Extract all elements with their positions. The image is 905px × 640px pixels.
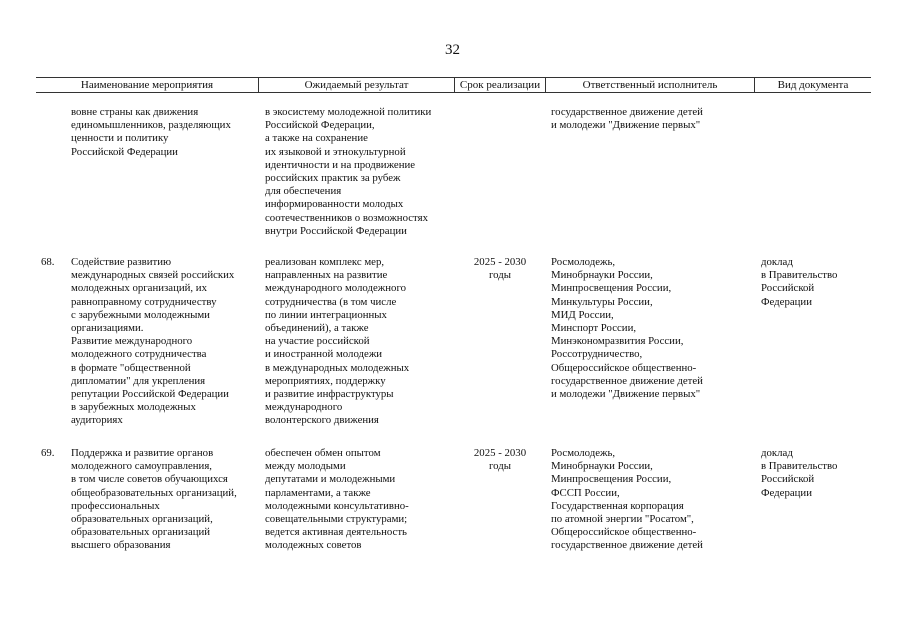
row-activity-line: аудиториях	[71, 414, 123, 427]
row-result-line: направленных на развитие	[265, 269, 388, 282]
row-activity-line: Содействие развитию	[71, 256, 172, 268]
row-activity-line: образовательных организаций,	[71, 513, 213, 526]
row-result-line: международного молодежного	[265, 282, 407, 295]
row-activity-line: Поддержка и развитие органов	[71, 447, 214, 459]
row-executor-line: Минспорт России,	[551, 322, 637, 335]
row-executor-line: государственное движение детей	[551, 539, 703, 552]
row-result-line: и развитие инфраструктуры	[265, 388, 394, 401]
row-activity-line: дипломатии" для укрепления	[71, 374, 206, 387]
row-document-line: Российской	[761, 282, 815, 295]
row-result-line: на участие российской	[265, 335, 370, 348]
row-activity-line: в зарубежных молодежных	[71, 401, 196, 414]
row-activity-line: Российской Федерации	[71, 145, 178, 158]
row-result-line: идентичности и на продвижение	[265, 158, 416, 171]
row-result-line: в международных молодежных	[265, 361, 410, 374]
row-activity-line: молодежных организаций, их	[71, 282, 207, 295]
row-executor-line: Минкультуры России,	[551, 295, 653, 308]
row-result-line: для обеспечения	[265, 185, 342, 198]
header-executor: Ответственный исполнитель	[545, 78, 754, 92]
row-result-line: информированности молодых	[265, 198, 404, 211]
row-activity-line: единомышленников, разделяющих	[71, 119, 231, 132]
row-document	[761, 256, 837, 309]
row-executor-line: Минобрнауки России,	[551, 269, 653, 282]
row-result-line: по линии интеграционных	[265, 308, 387, 321]
row-executor-line: МИД России,	[551, 308, 614, 321]
row-result-line: молодежных советов	[265, 539, 362, 552]
row-activity	[71, 256, 234, 428]
row-activity-line: с зарубежными молодежными	[71, 308, 210, 321]
header-term: Срок реализации	[454, 78, 545, 92]
row-result-line: российских практик за рубеж	[265, 172, 401, 185]
row-term	[462, 447, 538, 473]
row-activity-line: в формате "общественной	[71, 361, 191, 374]
header-activity: Наименование мероприятия	[80, 79, 214, 91]
row-result	[265, 256, 409, 428]
row-result-line: а также на сохранение	[265, 132, 368, 145]
row-result-line: Российской Федерации,	[265, 119, 375, 132]
row-term-line: годы	[489, 460, 511, 473]
row-executor-line: Минэкономразвития России,	[551, 335, 684, 348]
row-executor-line: Общероссийское общественно-	[551, 526, 697, 539]
row-document	[761, 447, 837, 500]
row-executor-line: Минпросвещения России,	[551, 282, 672, 295]
row-executor-line: Россотрудничество,	[551, 348, 643, 361]
row-executor	[551, 256, 703, 401]
row-activity-line: равноправному сотрудничеству	[71, 295, 217, 308]
row-activity-line: молодежного самоуправления,	[71, 460, 213, 473]
row-document-line: доклад	[761, 256, 793, 268]
row-executor	[551, 447, 703, 553]
row-activity-line: вовне страны как движения	[71, 106, 199, 118]
row-executor-line: Минобрнауки России,	[551, 460, 653, 473]
row-activity	[71, 106, 231, 159]
row-activity-line: организациями.	[71, 322, 144, 335]
row-activity	[71, 447, 237, 553]
row-document-line: Федерации	[761, 295, 812, 308]
page-number: 32	[445, 42, 460, 58]
row-document-line: в Правительство	[761, 460, 838, 473]
row-result-line: обеспечен обмен опытом	[265, 447, 381, 459]
row-document-line: доклад	[761, 447, 793, 459]
row-term-line: 2025 - 2030	[473, 447, 527, 459]
row-term-line: 2025 - 2030	[473, 256, 527, 268]
row-result-line: международного	[265, 401, 343, 414]
row-term	[462, 256, 538, 282]
row-activity-line: профессиональных	[71, 499, 160, 512]
row-executor-line: ФССП России,	[551, 486, 620, 499]
row-result-line: их языковой и этнокультурной	[265, 145, 406, 158]
row-executor-line: Минпросвещения России,	[551, 473, 672, 486]
row-executor-line: государственное движение детей	[551, 106, 703, 118]
row-result-line: и иностранной молодежи	[265, 348, 383, 361]
row-executor-line: Государственная корпорация	[551, 499, 684, 512]
row-result-line: мероприятиях, поддержку	[265, 374, 386, 387]
row-activity-line: высшего образования	[71, 539, 171, 552]
row-activity-line: в том числе советов обучающихся	[71, 473, 228, 486]
row-result-line: соотечественников о возможностях	[265, 211, 428, 224]
row-result-line: депутатами и молодежными	[265, 473, 396, 486]
row-executor-line: Росмолодежь,	[551, 256, 616, 268]
row-executor	[551, 106, 703, 132]
row-executor-line: Общероссийское общественно-	[551, 361, 697, 374]
row-result	[265, 447, 409, 553]
row-result-line: между молодыми	[265, 460, 346, 473]
row-activity-line: молодежного сотрудничества	[71, 348, 207, 361]
row-activity-line: Развитие международного	[71, 335, 193, 348]
row-document-line: Российской	[761, 473, 815, 486]
table-header-bottom-border	[36, 92, 871, 93]
row-executor-line: государственное движение детей	[551, 374, 703, 387]
row-number: 69.	[41, 447, 55, 459]
row-term-line: годы	[489, 269, 511, 282]
header-result: Ожидаемый результат	[258, 78, 454, 92]
row-number: 68.	[41, 256, 55, 268]
row-result-line: волонтерского движения	[265, 414, 379, 427]
row-result-line: ведется активная деятельность	[265, 526, 407, 539]
row-result-line: внутри Российской Федерации	[265, 224, 407, 237]
row-result	[265, 106, 431, 238]
row-result-line: сотрудничества (в том числе	[265, 295, 397, 308]
row-activity-line: ценности и политику	[71, 132, 169, 145]
row-result-line: совещательными структурами;	[265, 513, 408, 526]
row-result-line: парламентами, а также	[265, 486, 371, 499]
header-document: Вид документа	[754, 78, 871, 92]
row-activity-line: общеобразовательных организаций,	[71, 486, 237, 499]
row-result-line: в экосистему молодежной политики	[265, 106, 432, 118]
row-activity-line: репутации Российской Федерации	[71, 388, 229, 401]
row-result-line: молодежными консультативно-	[265, 499, 409, 512]
row-executor-line: и молодежи "Движение первых"	[551, 388, 701, 401]
row-executor-line: по атомной энергии "Росатом",	[551, 513, 694, 526]
row-result-line: объединений), а также	[265, 322, 369, 335]
row-document-line: Федерации	[761, 486, 812, 499]
row-document-line: в Правительство	[761, 269, 838, 282]
row-executor-line: и молодежи "Движение первых"	[551, 119, 701, 132]
row-activity-line: образовательных организаций	[71, 526, 211, 539]
row-activity-line: международных связей российских	[71, 269, 235, 282]
row-executor-line: Росмолодежь,	[551, 447, 616, 459]
row-result-line: реализован комплекс мер,	[265, 256, 385, 268]
